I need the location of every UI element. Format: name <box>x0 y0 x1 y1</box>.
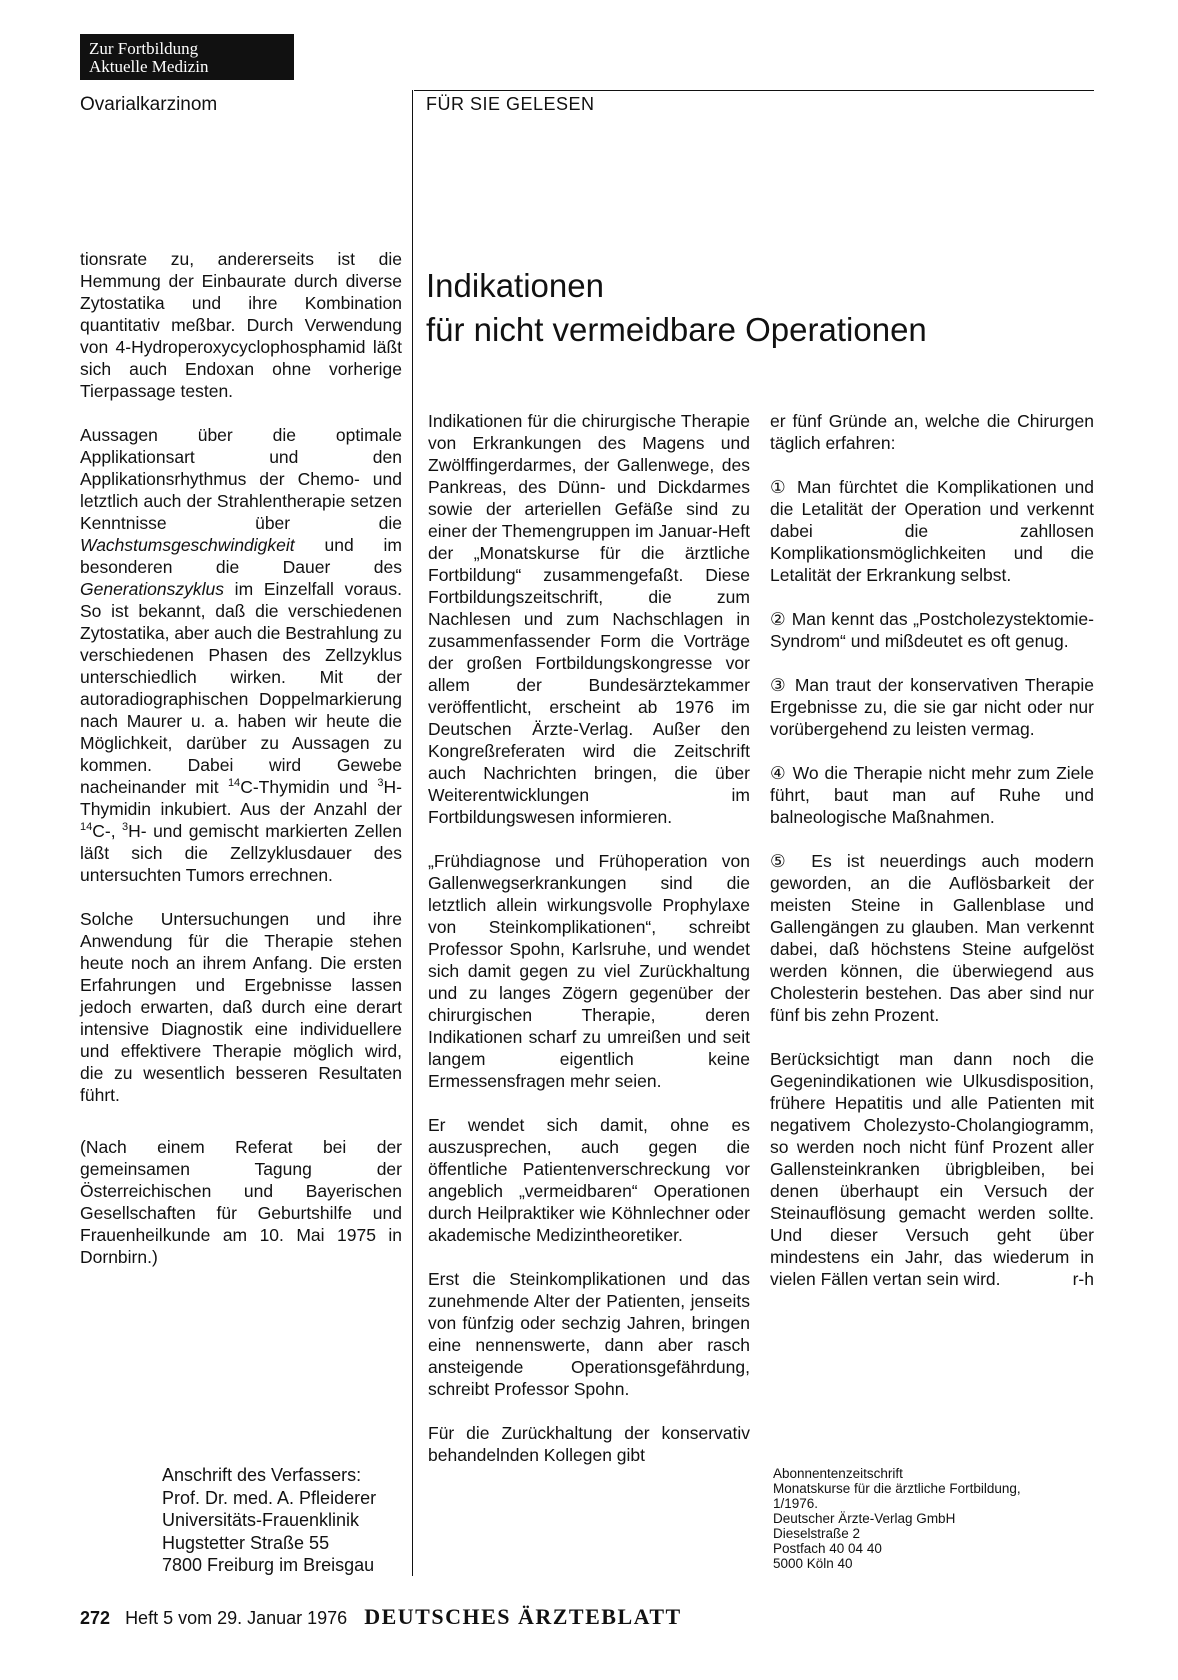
publisher-line-6: Postfach 40 04 40 <box>773 1541 882 1556</box>
address-line-3: Hugstetter Straße 55 <box>162 1532 330 1553</box>
issue-info: Heft 5 vom 29. Januar 1976 <box>125 1608 348 1628</box>
left-paragraph-3: Solche Untersuchungen und ihre Anwendung für die Therapie stehen heute noch an ihrem Anfang. Die ersten Erfahrungen und Ergebnisse lassen jedoch erwarten, daß durch eine derart intensive Diagnostik eine individuellere und effektivere Therapie möglich wird, die zu wesentlich besseren Resultaten führt. <box>80 909 402 1105</box>
column-divider <box>412 90 413 1576</box>
headline-line-1: Indikationen <box>426 267 604 305</box>
left-paragraph-2: Aussagen über die optimale Applikationsart und den Applikationsrhythmus der Chemo- und letztlich auch der Strahlentherapie setzen Kenntnisse über die Wachstumsgeschwindigkeit und im besonderen die Dauer des Generationszyklus im Einzelfall voraus. So ist bekannt, daß die verschiedenen Zytostatika, aber auch die Bestrahlung zu verschiedenen Phasen des Zellzyklus unterschiedlich wirken. Mit der autoradiographischen Doppelmarkierung nach Maurer u. a. haben wir heute die Möglichkeit, darüber zu Aussagen zu kommen. Dabei wird Gewebe nacheinander mit $^{14}$C-Thymidin und $^3$H-Thymidin inkubiert. Aus der Anzahl der $^{14}$C-, $^3$H- und gemischt markierten Zellen läßt sich die Zellzyklusdauer des untersuchten Tumors errechnen. <box>80 425 402 885</box>
header-rule <box>414 90 1094 91</box>
publisher-line-1: Abonnentenzeitschrift <box>773 1466 903 1481</box>
middle-paragraph-4: Erst die Steinkomplikationen und das zunehmende Alter der Patienten, jenseits von fünfzig oder sechzig Jahren, bringen eine nennenswerte, dann aber rasch ansteigende Operationsgefährdung, schreibt Professor Spohn. <box>428 1269 750 1399</box>
publisher-line-7: 5000 Köln 40 <box>773 1556 853 1571</box>
left-paragraph-4: (Nach einem Referat bei der gemeinsamen Tagung der Österreichischen und Bayerischen Gesellschaften für Geburtshilfe und Frauenheilkunde am 10. Mai 1975 in Dornbirn.) <box>80 1137 402 1267</box>
address-line-1: Prof. Dr. med. A. Pfleiderer <box>162 1487 377 1508</box>
publisher-line-3: 1/1976. <box>773 1496 819 1511</box>
middle-paragraph-1: Indikationen für die chirurgische Therapie von Erkrankungen des Magens und Zwölffingerdarmes, der Gallenwege, des Pankreas, des Dünn- und Dickdarmes sowie der arteriellen Gefäße sind zu einer der Themengruppen im Januar-Heft der „Monatskurse für die ärztliche Fortbildung“ zusammengefaßt. Diese Fortbildungszeitschrift, die zum Nachlesen und zum Nachschlagen in zusammenfassender Form die Vorträge der großen Fortbildungskongresse vor allem der Bundesärztekammer veröffentlicht, erscheint ab 1976 im Deutschen Ärzte-Verlag. Außer den Kongreßreferaten wird die Zeitschrift auch Nachrichten bringen, die über Weiterentwicklungen im Fortbildungswesen informieren. <box>428 411 750 827</box>
emphasis-term: Generationszyklus <box>80 579 224 599</box>
right-column <box>770 410 1094 1312</box>
masthead-line-2: Aktuelle Medizin <box>89 57 209 76</box>
journal-name: DEUTSCHES ÄRZTEBLATT <box>364 1604 682 1629</box>
emphasis-term: Wachstumsgeschwindigkeit <box>80 535 295 555</box>
reason-1: ① Man fürchtet die Komplikationen und die Letalität der Operation und verkennt dabei die zahllosen Komplikationsmöglichkeiten und die Letalität der Erkrankung selbst. <box>770 477 1094 585</box>
right-paragraph-closing: Berücksichtigt man dann noch die Gegenindikationen wie Ulkusdisposition, frühere Hepatitis und alle Patienten mit negativem Cholezysto-Cholangiogramm, so werden noch nicht fünf Prozent aller Gallensteinkranken übrigbleiben, bei denen überhaupt ein Versuch der Steinauflösung gemacht werden sollte. Und dieser Versuch geht über mindestens ein Jahr, das wiederum in vielen Fällen vertan sein wird. r-h <box>770 1049 1094 1289</box>
masthead-line-1: Zur Fortbildung <box>89 39 199 58</box>
reason-2: ② Man kennt das „Postcholezystektomie-Syndrom“ und mißdeutet es oft genug. <box>770 609 1094 651</box>
address-line-4: 7800 Freiburg im Breisgau <box>162 1555 375 1575</box>
middle-paragraph-2: „Frühdiagnose und Frühoperation von Gallenwegserkrankungen sind die letztlich allein wirkungsvolle Prophylaxe von Steinkomplikationen“, schreibt Professor Spohn, Karlsruhe, und wendet sich damit gegen zu viel Zurückhaltung und zu langes Zögern gegenüber der chirurgischen Therapie, deren Indikationen scharf zu umreißen und seit langem eigentlich keine Ermessensfragen mehr seien. <box>428 851 750 1091</box>
middle-paragraph-5: Für die Zurückhaltung der konservativ behandelnden Kollegen gibt <box>428 1423 750 1465</box>
left-paragraph-1: tionsrate zu, andererseits ist die Hemmung der Einbaurate durch diverse Zytostatika und ihre Kombination quantitativ meßbar. Durch Verwendung von 4-Hydroperoxycyclophosphamid läßt sich auch Endoxan ohne vorherige Tierpassage testen. <box>80 249 402 401</box>
headline-line-2: für nicht vermeidbare Operationen <box>426 311 927 349</box>
publisher-line-4: Deutscher Ärzte-Verlag GmbH <box>773 1511 956 1526</box>
left-column <box>80 248 402 1290</box>
section-label-right: FÜR SIE GELESEN <box>426 94 595 114</box>
page-number: 272 <box>80 1608 111 1628</box>
section-label-left: Ovarialkarzinom <box>80 94 218 115</box>
publisher-info <box>773 1466 1093 1571</box>
author-address <box>162 1464 412 1577</box>
middle-column <box>428 410 750 1488</box>
reason-4: ④ Wo die Therapie nicht mehr zum Ziele führt, baut man auf Ruhe und balneologische Maßnahmen. <box>770 763 1094 827</box>
address-line-2: Universitäts-Frauenklinik <box>162 1510 360 1530</box>
page-footer <box>80 1604 682 1630</box>
reason-3: ③ Man traut der konservativen Therapie Ergebnisse zu, die sie gar nicht oder nur vorübergehend zu leisten vermag. <box>770 675 1094 739</box>
author-signature: r-h <box>1072 1269 1094 1289</box>
article-headline <box>426 264 1086 352</box>
publisher-line-2: Monatskurse für die ärztliche Fortbildung, <box>773 1481 1021 1496</box>
right-paragraph-1: er fünf Gründe an, welche die Chirurgen täglich erfahren: <box>770 411 1094 453</box>
middle-paragraph-3: Er wendet sich damit, ohne es auszusprechen, auch gegen die öffentliche Patientenverschreckung vor angeblich „vermeidbaren“ Operationen durch Heilpraktiker wie Köhnlechner oder akademische Medizintheoretiker. <box>428 1115 750 1245</box>
address-label: Anschrift des Verfassers: <box>162 1465 362 1485</box>
section-masthead <box>80 34 294 80</box>
publisher-line-5: Dieselstraße 2 <box>773 1526 861 1541</box>
reason-5: ⑤ Es ist neuerdings auch modern geworden, an die Auflösbarkeit der meisten Steine in Gallenblase und Gallengängen zu glauben. Man verkennt dabei, daß höchstens Steine aufgelöst werden können, die überwiegend aus Cholesterin bestehen. Das aber sind nur fünf bis zehn Prozent. <box>770 851 1094 1025</box>
